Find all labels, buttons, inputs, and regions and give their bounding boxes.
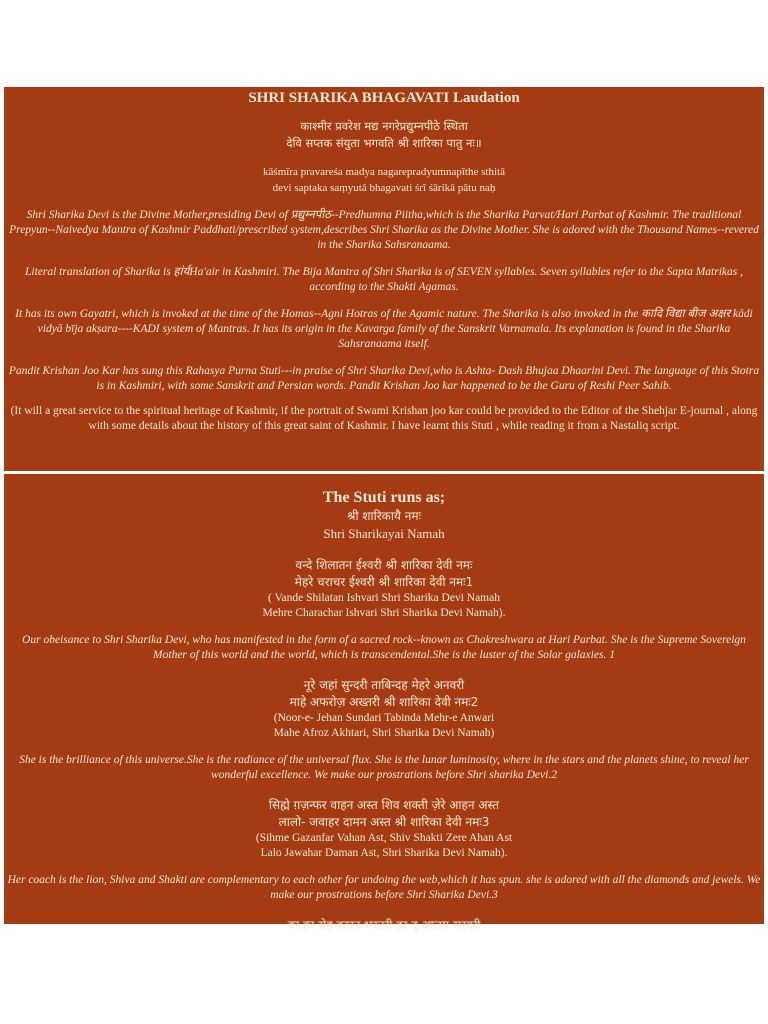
verse-devanagari-line: वन्दे शिलातन ईश्वरी श्री शारिका देवी नमः: [295, 558, 473, 572]
verse-devanagari-line: नूरे जहां सुन्दरी ताबिन्दह मेहरे अनवरी: [303, 678, 465, 692]
verse-roman-line: (Noor-e- Jehan Sundari Tabinda Mehr-e Anwari: [273, 712, 495, 724]
gayatri-paragraph: It has its own Gayatri, which is invoked at the time of the Homas--Agni Hotras of the Agamic nature. The Sharika is also invoked in the कादि विद्या बीज अक्षर kādi vidyā bīja akṣara----KADI system of Mantras. It has its origin in the Kavarga family of the Sanskrit Varnamala. Its explanation is found in the Sharika Sahsranaama itself.: [15, 308, 753, 350]
intro-panel: [4, 87, 764, 471]
salutation-devanagari: श्री शारिकायै नमः: [346, 509, 422, 523]
request-paragraph: (It will a great service to the spiritual heritage of Kashmir, if the portrait of Swami Krishan joo kar could be provided to the Editor of the Shehjar E-journal , along with some details about the history of this great saint of Kashmir. I have learnt this Stuti , while reading it from a Nastaliq script.: [10, 405, 758, 432]
verse-roman-line: Mahe Afroz Akhtari, Shri Sharika Devi Namah): [273, 727, 495, 739]
verse-roman-line: ( Vande Shilatan Ishvari Shri Sharika Devi Namah: [268, 592, 500, 604]
stuti-panel: [4, 474, 764, 932]
verse-meaning: She is the brilliance of this universe.She is the radiance of the universal flux. She is the lunar luminosity, where in the stars and the planets shine, to reveal her wonderful excellence. We make our prostrations before Shri sharika Devi.2: [19, 754, 749, 781]
salutation-text: Shri Sharikayai Namah: [323, 526, 445, 541]
verse-devanagari-line: सिह्मे ग़ज़न्फर वाहन अस्त शिव शक्ती ज़ेरे आहन अस्त: [268, 798, 500, 812]
verse-devanagari-line: लालो- जवाहर दामन अस्त श्री शारिका देवी नमः3: [278, 815, 490, 829]
verse-roman-line: Mehre Charachar Ishvari Shri Sharika Devi Namah).: [262, 607, 506, 619]
verse-devanagari-line: माहे अफरोज़ अख्तरी श्री शारिका देवी नमः2: [289, 695, 479, 709]
stuti-heading: The Stuti runs as;: [322, 489, 446, 506]
translation-paragraph: Literal translation of Sharika is हांर्यHa'air in Kashmiri. The Bija Mantra of Shri Sharika is of SEVEN syllables. Seven syllables refer to the Sapta Matrikas , according to the Shakti Agamas.: [25, 266, 743, 293]
page-title: SHRI SHARIKA BHAGAVATI Laudation: [248, 90, 520, 106]
devanagari-verse-line: काश्मीर प्रवरेश मद्य नगरेप्रद्युम्नपीठे स्थिता: [300, 119, 468, 133]
transliteration-line: kāśmīra pravareśa madya nagarepradyumnapīthe sthitā: [263, 166, 505, 178]
author-paragraph: Pandit Krishan Joo Kar has sung this Rahasya Purna Stuti---in praise of Shri Sharika Devi,who is Ashta- Dash Bhujaa Dhaarini Devi. The language of this Stotra is in Kashmiri, with some Sanskrit and Persian words. Pandit Krishan Joo kar happened to be the Guru of Reshi Peer Sahib.: [8, 365, 760, 392]
verse-devanagari-line: मेहरे चराचर ईश्वरी श्री शारिका देवी नमः1: [294, 575, 474, 589]
verse-devanagari-line: बर हर सेह कारन भरतरी हर दु आलम सरवरी: [287, 918, 481, 932]
transliteration-line: devi saptaka saṃyutā bhagavati śrī śārikā pātu naḥ: [272, 182, 496, 194]
intro-paragraph: Shri Sharika Devi is the Divine Mother,presiding Devi of प्रद्युम्नपीठ--Predhumna Piitha,which is the Sharika Parvat/Hari Parbat of Kashmir. The traditional Prepyun--Naivedya Mantra of Kashmir Paddhati/prescribed system,describes Shri Sharika as the Divine Mother. She is adored with the Thousand Names--revered in the Sharika Sahsranaama.: [9, 209, 759, 251]
verse-meaning: Her coach is the lion, Shiva and Shakti are complementary to each other for undoing the web,which it has spun. she is adored with all the diamonds and jewels. We make our prostrations before Shri Sharika Devi.3: [7, 874, 761, 901]
verse-roman-line: (Sihme Gazanfar Vahan Ast, Shiv Shakti Zere Ahan Ast: [255, 832, 513, 844]
devanagari-verse-line: देवि सप्तक संयुता भगवति श्री शारिका पातु नः॥: [286, 136, 482, 150]
verse-meaning: Our obeisance to Shri Sharika Devi, who has manifested in the form of a sacred rock--known as Chakreshwara at Hari Parbat. She is the Supreme Sovereign Mother of this world and the world, which is transcendental.She is the luster of the Solar galaxies. 1: [22, 634, 746, 661]
verse-roman-line: Lalo Jawahar Daman Ast, Shri Sharika Devi Namah).: [260, 847, 508, 859]
